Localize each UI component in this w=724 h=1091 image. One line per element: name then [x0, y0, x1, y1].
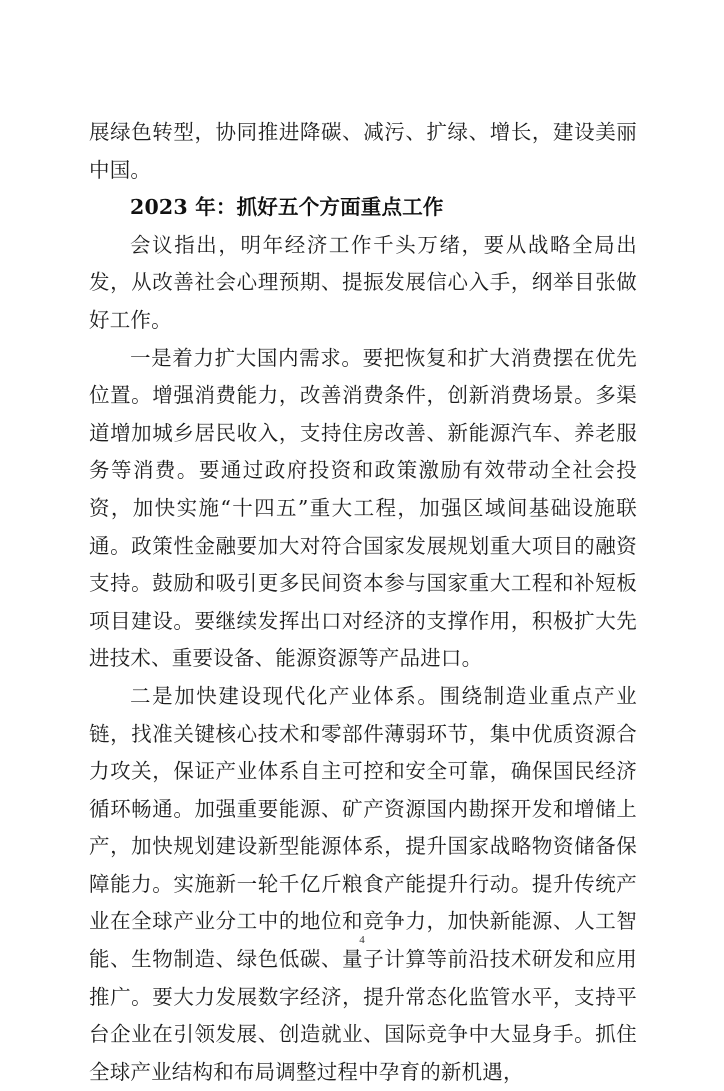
paragraph-industrial-system: 二是加快建设现代化产业体系。围绕制造业重点产业链，找准关键核心技术和零部件薄弱环节，集中优质资源合力攻关，保证产业体系自主可控和安全可靠，确保国民经济循环畅通。加强重要能源、矿产资源国内勘探开发和增储上产，加快规划建设新型能源体系，提升国家战略物资储备保障能力。实施新一轮千亿斤粮食产能提升行动。提升传统产业在全球产业分工中的地位和竞争力，加快新能源、人工智能、生物制造、绿色低碳、量子计算等前沿技术研发和应用推广。要大力发展数字经济，提升常态化监管水平，支持平台企业在引领发展、创造就业、国际竞争中大显身手。抓住全球产业结构和布局调整过程中孕育的新机遇， — [89, 683, 637, 1084]
paragraph-meeting-points: 会议指出，明年经济工作千头万绪，要从战略全局出发，从改善社会心理预期、提振发展信心入手，纲举目张做好工作。 — [89, 232, 637, 332]
page-number: 4 — [359, 934, 365, 946]
continuation-paragraph: 展绿色转型，协同推进降碳、减污、扩绿、增长，建设美丽中国。 — [89, 120, 637, 182]
paragraph-domestic-demand: 一是着力扩大国内需求。要把恢复和扩大消费摆在优先位置。增强消费能力，改善消费条件，创新消费场景。多渠道增加城乡居民收入，支持住房改善、新能源汽车、养老服务等消费。要通过政府投资和政策激励有效带动全社会投资，加快实施“十四五”重大工程，加强区域间基础设施联通。政策性金融要加大对符合国家发展规划重大项目的融资支持。鼓励和吸引更多民间资本参与国家重大工程和补短板项目建设。要继续发挥出口对经济的支撑作用，积极扩大先进技术、重要设备、能源资源等产品进口。 — [89, 345, 637, 671]
section-heading: 2023 年：抓好五个方面重点工作 — [130, 195, 444, 220]
